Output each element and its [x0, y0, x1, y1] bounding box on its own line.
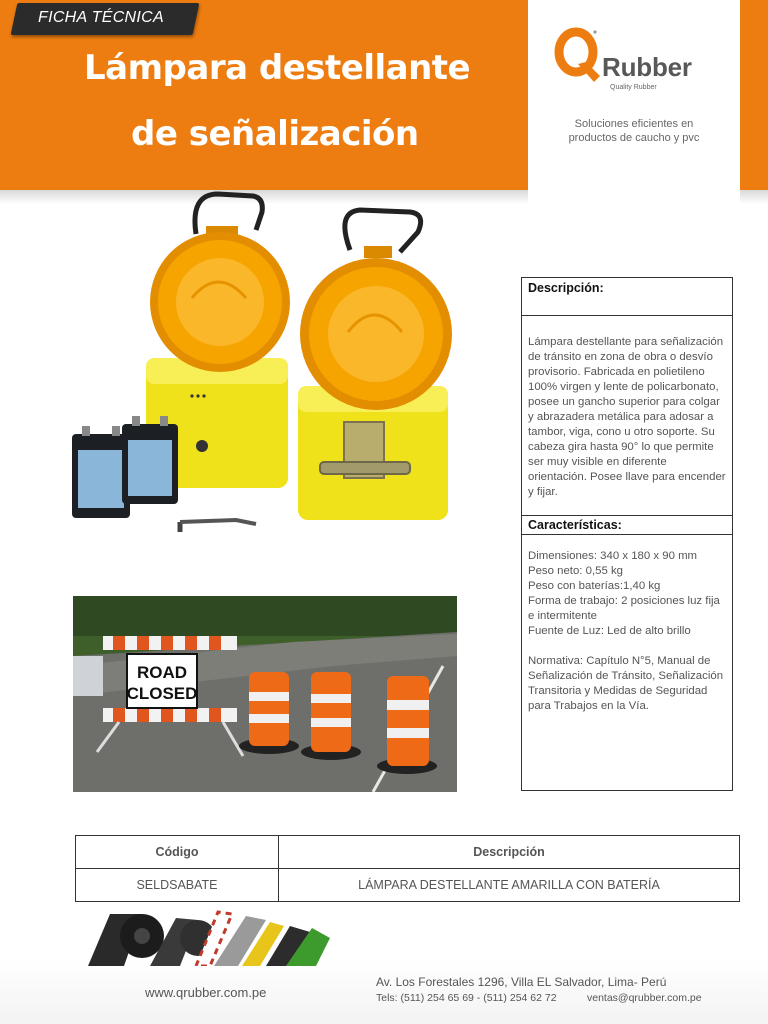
logo-tagline — [528, 117, 740, 145]
road-sign-line-2: CLOSED — [126, 684, 198, 703]
page-title-line-1: Lámpara destellante — [84, 48, 471, 88]
table-header-description: Descripción — [279, 836, 740, 869]
table-row — [76, 869, 740, 902]
table-cell-description: LÁMPARA DESTELLANTE AMARILLA CON BATERÍA — [279, 869, 740, 902]
description-heading: Descripción: — [522, 278, 732, 316]
logo-panel — [528, 0, 740, 222]
tagline-line-2: productos de caucho y pvc — [568, 132, 700, 144]
datasheet-badge-label: FICHA TÉCNICA — [38, 9, 164, 26]
logo-brand-text: Rubber — [602, 52, 692, 82]
road-closed-photo — [73, 596, 457, 792]
characteristic-dimensions: Dimensiones: 340 x 180 x 90 mm — [528, 550, 698, 562]
page-title-line-2: de señalización — [131, 114, 419, 154]
footer-website-link[interactable]: www.qrubber.com.pe — [145, 985, 267, 1000]
tagline-line-1: Soluciones eficientes en — [574, 118, 694, 130]
road-sign-line-1: ROAD — [136, 663, 188, 682]
product-image — [68, 186, 468, 536]
qrubber-logo-icon — [554, 26, 602, 84]
footer-address: Av. Los Forestales 1296, Villa EL Salvador, Lima- Perú — [376, 975, 667, 989]
table-header-row — [76, 836, 740, 869]
lamp-key — [180, 520, 256, 532]
battery-right — [122, 416, 178, 504]
characteristic-battery-weight: Peso con baterías:1,40 kg — [528, 580, 661, 592]
characteristic-work-mode: Forma de trabajo: 2 posiciones luz fija e intermitente — [528, 595, 720, 622]
lamp-right — [298, 210, 452, 520]
characteristics-heading: Características: — [522, 515, 732, 535]
characteristic-net-weight: Peso neto: 0,55 kg — [528, 565, 623, 577]
description-text: Lámpara destellante para señalización de tránsito en zona de obra o desvío provisorio. Fabricada en polietileno 100% virgen y lente de policarbonato, posee un gancho superior para colgar y abrazadera metálica para adosar a tambor, viga, cono u otro soporte. Su cabeza gira hasta 90° lo que permite ser muy visible en diferente orientación. Posee llave para encender y fijar. — [528, 336, 726, 498]
table-header-code: Código — [76, 836, 279, 869]
battery-left — [72, 426, 130, 518]
product-table — [75, 835, 740, 902]
characteristic-light-source: Fuente de Luz: Led de alto brillo — [528, 625, 691, 637]
characteristic-normativa: Normativa: Capítulo N°5, Manual de Señalización de Tránsito, Señalización Transitoria y Medidas de Seguridad para Trabajos en la Vía. — [528, 655, 724, 712]
footer-phone: Tels: (511) 254 65 69 - (511) 254 62 72 — [376, 992, 557, 1004]
logo-quality-text: Quality Rubber — [610, 84, 657, 91]
description-box — [521, 277, 733, 791]
characteristics-list — [522, 535, 732, 714]
rubber-products-image — [80, 910, 340, 966]
footer-email-link[interactable]: ventas@qrubber.com.pe — [587, 992, 702, 1004]
table-cell-code: SELDSABATE — [76, 869, 279, 902]
